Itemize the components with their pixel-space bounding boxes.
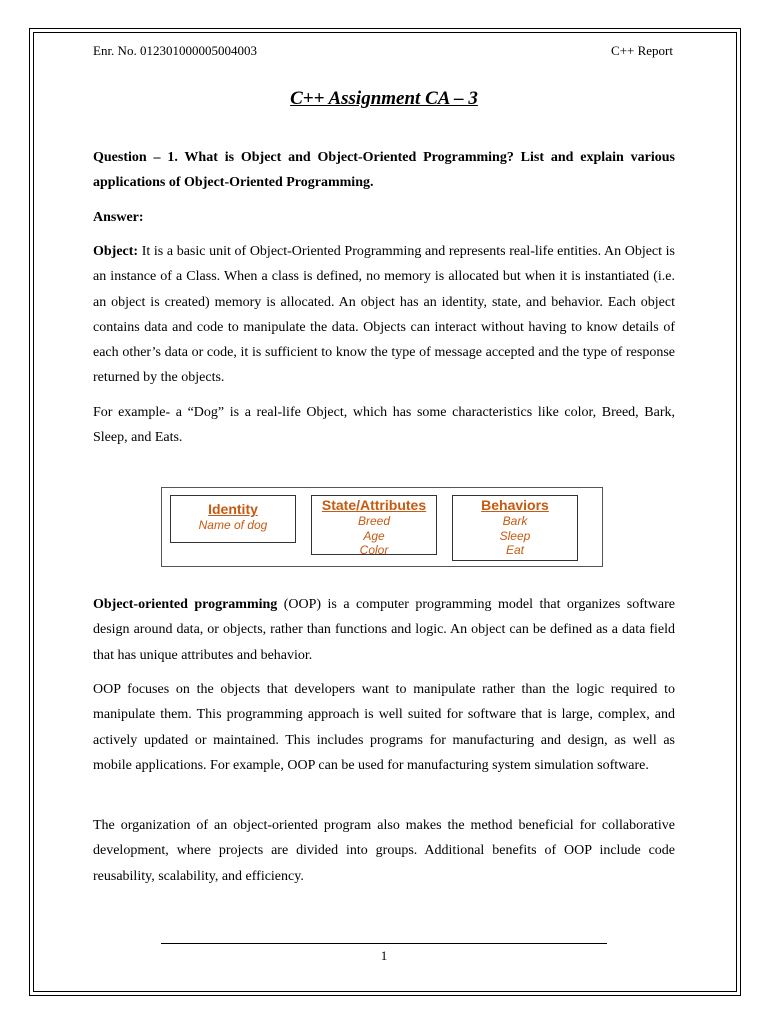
example-paragraph (93, 400, 675, 451)
answer-label: Answer: (93, 210, 144, 225)
identity-heading: Identity (208, 501, 258, 517)
oop-paragraph (93, 592, 675, 668)
diagram-state-box (311, 495, 437, 555)
state-heading: State/Attributes (321, 497, 427, 513)
focus-paragraph (93, 677, 675, 778)
behaviors-item: Eat (505, 543, 524, 557)
footer-divider (161, 943, 607, 944)
diagram-identity-box (170, 495, 296, 543)
behaviors-item: Bark (502, 514, 528, 528)
object-text: It is a basic unit of Object-Oriented Programming and represents real-life entities. An Object is an instance of a Class. When a class is defined, no memory is allocated but when it is instantiated (i.e. an object is created) memory is allocated. An object has an identity, state, and behavior. Each object contains data and code to manipulate the data. Objects can interact without having to know details of each other’s data or code, it is sufficient to know the type of message accepted and the type of response returned by the objects. (93, 244, 675, 386)
page-title: C++ Assignment CA – 3 (290, 88, 478, 109)
state-item: Color (359, 543, 389, 557)
state-item: Age (363, 528, 385, 543)
identity-item: Name of dog (198, 518, 268, 532)
page-number: 1 (380, 948, 388, 963)
oop-text: (OOP) is a computer programming model that organizes software design around data, or objects, rather than functions and logic. An object can be defined as a data field that has unique attributes and behavior. (93, 597, 675, 663)
diagram-behaviors-box (452, 495, 578, 561)
organization-text: The organization of an object-oriented program also makes the method beneficial for collaborative development, where projects are divided into groups. Additional benefits of OOP include code reusability, scalability, and efficiency. (93, 818, 675, 884)
state-item: Breed (357, 514, 391, 528)
behaviors-item: Sleep (499, 528, 531, 543)
question-1 (93, 145, 675, 196)
focus-text: OOP focuses on the objects that developers want to manipulate rather than the logic required to manipulate them. This programming approach is well suited for software that is large, complex, and actively updated or maintained. This includes programs for manufacturing and design, as well as mobile applications. For example, OOP can be used for manufacturing system simulation software. (93, 682, 675, 773)
behaviors-heading: Behaviors (481, 497, 549, 513)
question-text: Question – 1. What is Object and Object-Oriented Programming? List and explain various applications of Object-Oriented Programming. (93, 150, 675, 191)
object-lead: Object: (93, 244, 139, 259)
object-paragraph (93, 239, 675, 391)
header-report-label: C++ Report (611, 43, 673, 58)
header-enrollment: Enr. No. 012301000005004003 (93, 43, 257, 58)
example-text: For example- a “Dog” is a real-life Object, which has some characteristics like color, Breed, Bark, Sleep, and Eats. (93, 405, 675, 446)
organization-paragraph (93, 813, 675, 889)
oop-lead: Object-oriented programming (93, 597, 278, 612)
